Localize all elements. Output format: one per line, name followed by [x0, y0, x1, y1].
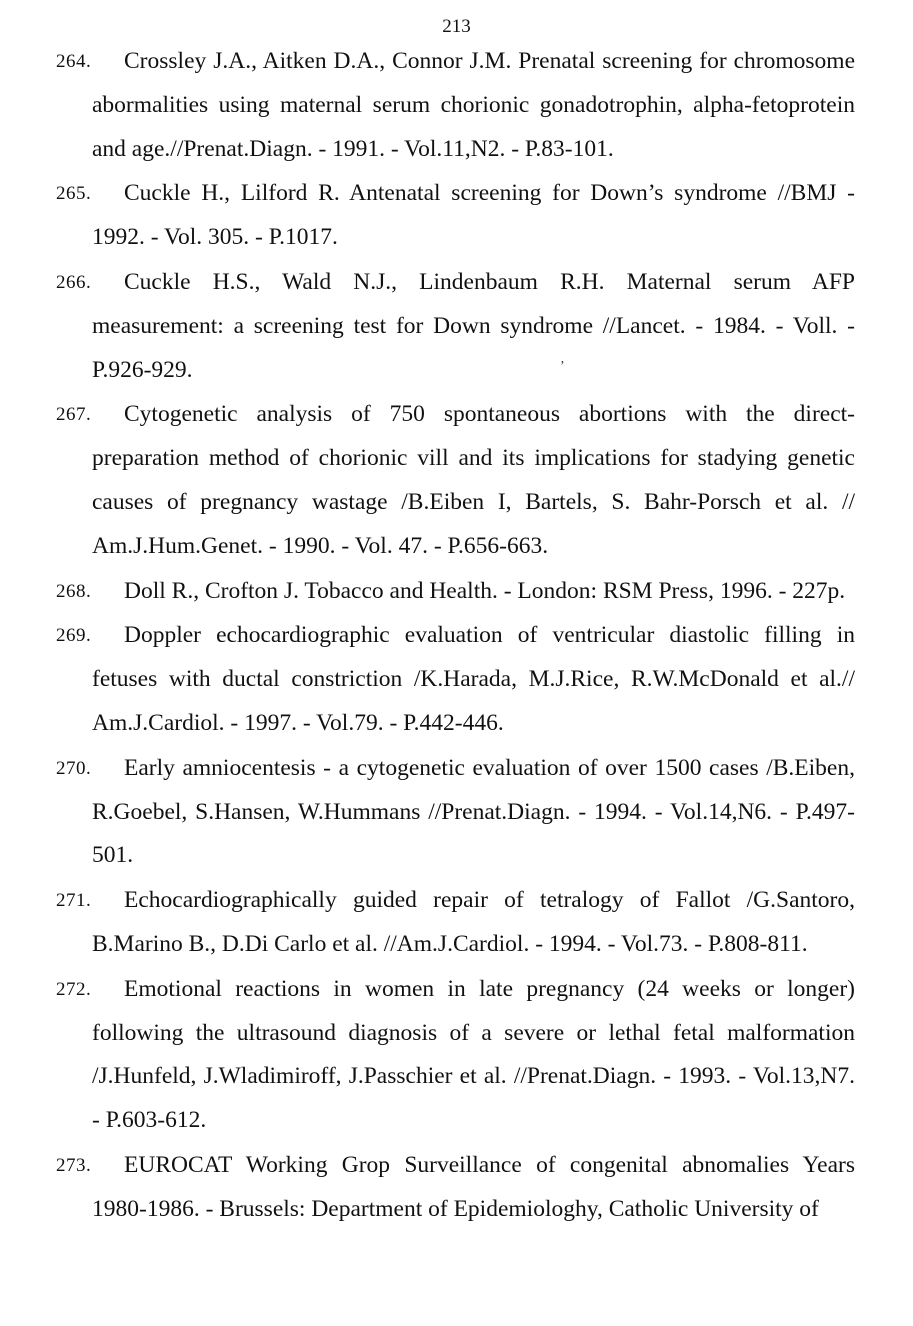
- reference-item: [56, 968, 855, 1143]
- reference-number: 264.: [56, 51, 92, 72]
- reference-text: Cytogenetic analysis of 750 spontaneous abortions with the direct-preparation method of chorionic vill and its implications for stadying genetic causes of pregnancy wastage /B.Eiben I, Bartels, S. Bahr-Porsch et al. // Am.J.Hum.Genet. - 1990. - Vol. 47. - P.656-663.: [92, 401, 855, 559]
- reference-item: [56, 614, 855, 745]
- reference-item: [56, 393, 855, 568]
- reference-text: Early amniocentesis - a cytogenetic evaluation of over 1500 cases /B.Eiben, R.Goebel, S.Hansen, W.Hummans //Prenat.Diagn. - 1994. - Vol.14,N6. - P.497-501.: [92, 754, 855, 869]
- reference-number: 270.: [56, 757, 92, 779]
- reference-text: Doppler echocardiographic evaluation of ventricular diastolic filling in fetuses with ductal constriction /K.Harada, M.J.Rice, R.W.McDonald et al.// Am.J.Cardiol. - 1997. - Vol.79. - P.442-446.: [92, 622, 855, 736]
- reference-item: [56, 570, 855, 614]
- reference-text: Echocardiographically guided repair of tetralogy of Fallot /G.Santoro, B.Marino B., D.Di Carlo et al. //Am.J.Cardiol. - 1994. - Vol.73. - P.808-811.: [92, 887, 855, 957]
- reference-number: 273.: [56, 1154, 92, 1176]
- reference-text: Doll R., Crofton J. Tobacco and Health. - London: RSM Press, 1996. - 227p.: [124, 577, 846, 604]
- reference-text: Emotional reactions in women in late pregnancy (24 weeks or longer) following the ultrasound diagnosis of a severe or lethal fetal malformation /J.Hunfeld, J.Wladimiroff, J.Passchier et al. //Prenat.Diagn. - 1993. - Vol.13,N7. - P.603-612.: [92, 975, 855, 1134]
- reference-item: [56, 879, 855, 967]
- reference-list: [0, 40, 913, 1232]
- reference-number: 272.: [56, 978, 92, 1000]
- reference-text: EUROCAT Working Grop Surveillance of congenital abnomalies Years 1980-1986. - Brussels: Department of Epidemiologhy, Catholic University of: [92, 1151, 855, 1222]
- reference-item: [56, 1144, 855, 1232]
- reference-number: 271.: [56, 890, 92, 912]
- reference-number: 268.: [56, 580, 92, 602]
- reference-item: [56, 747, 855, 878]
- reference-item: [56, 261, 855, 392]
- reference-item: [56, 40, 855, 171]
- stray-ink-mark: ’: [560, 359, 565, 374]
- reference-number: 265.: [56, 183, 92, 205]
- reference-text: Cuckle H., Lilford R. Antenatal screening for Down’s syndrome //BMJ - 1992. - Vol. 305. - P.1017.: [92, 180, 855, 251]
- reference-text: Cuckle H.S., Wald N.J., Lindenbaum R.H. Maternal serum AFP measurement: a screening test for Down syndrome //Lancet. - 1984. - Voll. - P.926-929.: [92, 268, 855, 383]
- reference-text: Crossley J.A., Aitken D.A., Connor J.M. Prenatal screening for chromosome abormalities using maternal serum chorionic gonadotrophin, alpha-fetoprotein and age.//Prenat.Diagn. - 1991. - Vol.11,N2. - P.83-101.: [92, 48, 855, 162]
- reference-number: 269.: [56, 625, 92, 647]
- page-number: 213: [442, 16, 471, 37]
- reference-item: [56, 172, 855, 260]
- reference-number: 266.: [56, 271, 92, 293]
- reference-number: 267.: [56, 404, 92, 426]
